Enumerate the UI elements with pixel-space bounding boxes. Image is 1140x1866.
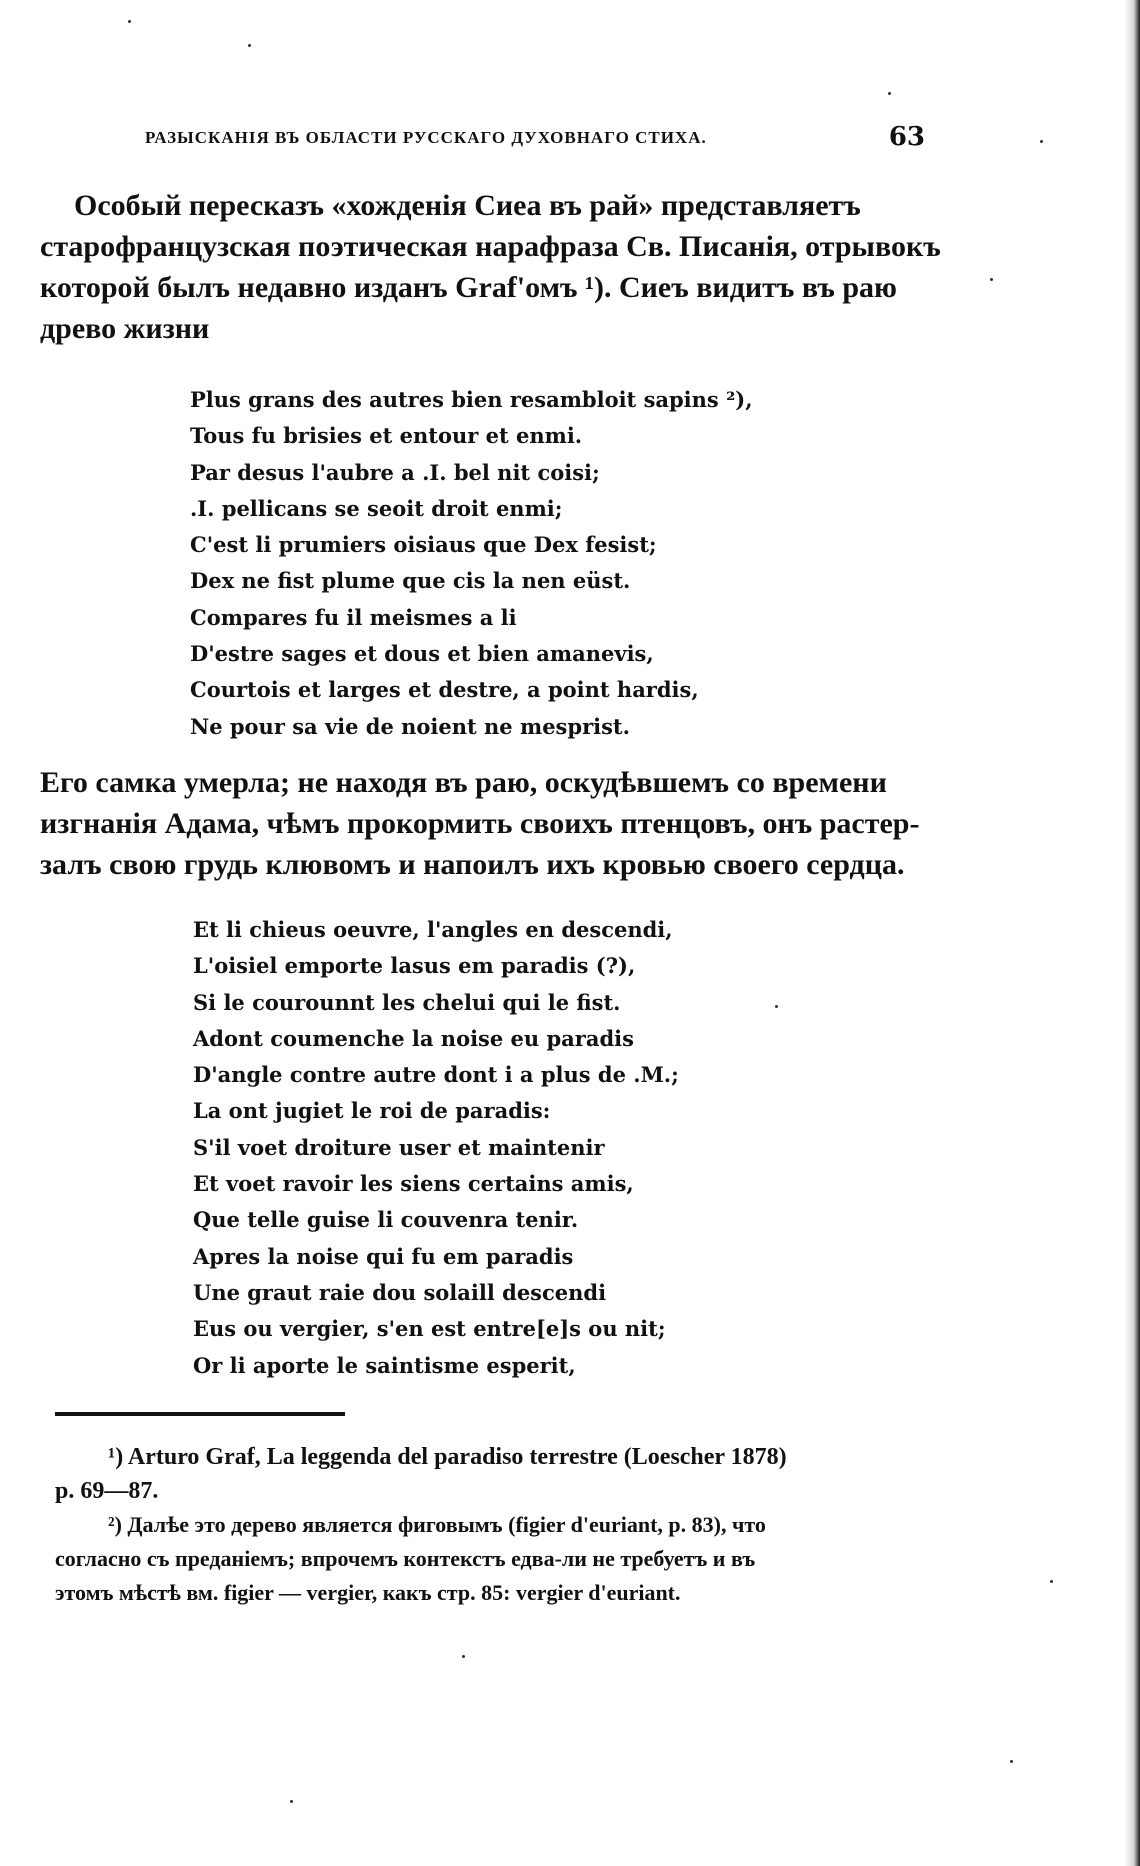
verse-line: La ont jugiet le roi de paradis: xyxy=(193,1098,551,1124)
verse-quotation-1 xyxy=(190,382,753,745)
scan-speck xyxy=(1050,1580,1053,1583)
scan-speck xyxy=(888,92,891,95)
footnote-line: p. 69—87. xyxy=(55,1478,159,1504)
verse-line: S'il voet droiture user et maintenir xyxy=(193,1134,605,1160)
verse-line: Or li aporte le saintisme esperit, xyxy=(193,1352,576,1378)
verse-line: Ne pour sa vie de noient ne mesprist. xyxy=(190,713,630,739)
footnote-rule xyxy=(55,1412,345,1416)
verse-line: Dex ne fist plume que cis la nen eüst. xyxy=(190,568,631,594)
verse-line: C'est li prumiers oisiaus que Dex fesist; xyxy=(190,532,657,558)
verse-line: Plus grans des autres bien resambloit sapins ²), xyxy=(190,387,753,412)
scan-speck xyxy=(1010,1760,1013,1763)
verse-line: D'estre sages et dous et bien amanevis, xyxy=(190,641,654,667)
verse-line: Tous fu brisies et entour et enmi. xyxy=(190,423,583,449)
footnote-line: этомъ мѣстѣ вм. figier — vergier, какъ стр. 85: vergier d'euriant. xyxy=(55,1580,681,1605)
verse-line: Compares fu il meismes a li xyxy=(190,604,517,630)
scan-speck xyxy=(462,1655,465,1658)
paragraph-1 xyxy=(40,185,941,349)
paragraph-line: которой былъ недавно изданъ Graf'омъ ¹). Сиеъ видитъ въ раю xyxy=(40,271,897,304)
scan-speck xyxy=(290,1800,293,1803)
footnote-1 xyxy=(55,1440,930,1508)
verse-line: Si le courounnt les chelui qui le fist. xyxy=(193,989,621,1015)
verse-line: Et voet ravoir les siens certains amis, xyxy=(193,1171,634,1197)
page-edge-shadow xyxy=(1124,0,1140,1866)
verse-line: Apres la noise qui fu em paradis xyxy=(193,1243,574,1269)
scan-speck xyxy=(990,278,993,281)
verse-line: Que telle guise li couvenra tenir. xyxy=(193,1207,579,1233)
scan-speck xyxy=(248,44,251,47)
verse-line: D'angle contre autre dont i a plus de .M.; xyxy=(193,1062,679,1088)
verse-line: Adont coumenche la noise eu paradis xyxy=(193,1025,634,1051)
page-number: 63 xyxy=(888,122,925,152)
verse-line: Courtois et larges et destre, a point hardis, xyxy=(190,677,699,703)
paragraph-line: старофранцузская поэтическая нарафраза Св. Писанія, отрывокъ xyxy=(40,230,941,263)
paragraph-line: изгнанія Адама, чѣмъ прокормить своихъ птенцовъ, онъ растер- xyxy=(40,807,920,840)
verse-line: Et li chieus oeuvre, l'angles en descendi, xyxy=(193,917,673,942)
paragraph-line: Его самка умерла; не находя въ раю, оскудѣвшемъ со времени xyxy=(40,766,887,799)
footnote-line: ²) Далѣе это дерево является фиговымъ (figier d'euriant, p. 83), что xyxy=(108,1512,766,1537)
page-header xyxy=(145,122,925,162)
paragraph-line: залъ свою грудь клювомъ и напоилъ ихъ кровью своего сердца. xyxy=(40,848,905,881)
verse-line: Eus ou vergier, s'en est entre[e]s ou nit; xyxy=(193,1316,666,1342)
paragraph-line: Особый пересказъ «хожденія Сиеа въ рай» представляетъ xyxy=(74,189,861,222)
verse-line: Par desus l'aubre a .I. bel nit coisi; xyxy=(190,459,600,485)
scan-speck xyxy=(1040,140,1043,143)
footnote-line: согласно съ преданіемъ; впрочемъ контекстъ едва-ли не требуетъ и въ xyxy=(55,1546,756,1571)
scan-speck xyxy=(775,1005,778,1008)
verse-line: .I. pellicans se seoit droit enmi; xyxy=(190,495,563,521)
verse-line: L'oisiel emporte lasus em paradis (?), xyxy=(193,953,636,979)
running-head: РАЗЫСКАНІЯ ВЪ ОБЛАСТИ РУССКАГО ДУХОВНАГО СТИХА. xyxy=(145,128,707,147)
paragraph-2 xyxy=(40,762,930,885)
verse-line: Une graut raie dou solaill descendi xyxy=(193,1279,607,1305)
verse-quotation-2 xyxy=(193,912,679,1384)
paragraph-line: древо жизни xyxy=(40,312,210,345)
footnotes xyxy=(55,1440,930,1610)
footnote-line: ¹) Arturo Graf, La leggenda del paradiso terrestre (Loescher 1878) xyxy=(108,1444,787,1470)
scan-speck xyxy=(128,20,131,23)
footnote-2 xyxy=(55,1508,930,1610)
